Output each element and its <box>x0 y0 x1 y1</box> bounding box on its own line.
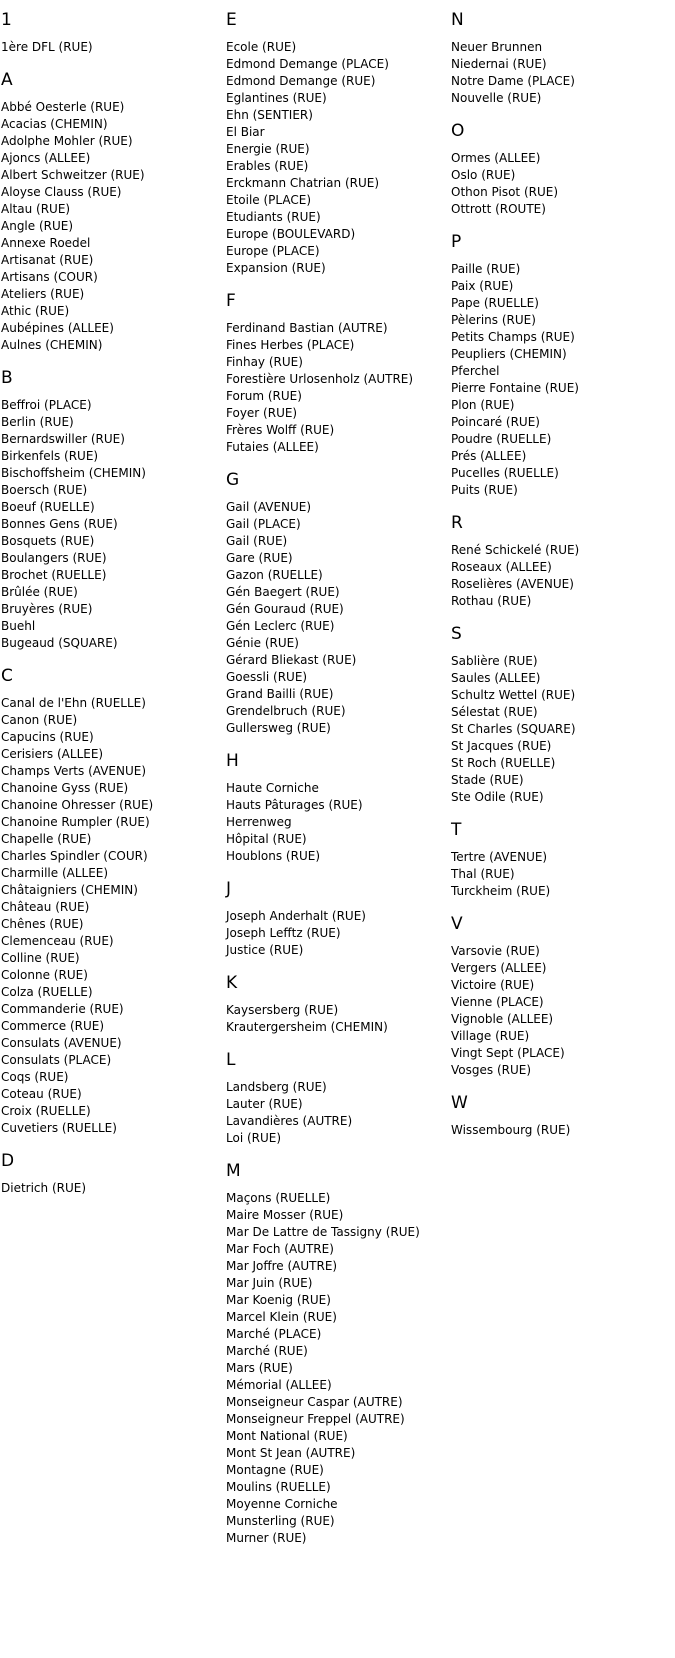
street-link[interactable]: Nouvelle (RUE) <box>451 91 542 105</box>
street-list <box>226 1002 451 1036</box>
street-link[interactable]: Maire Mosser (RUE) <box>226 1208 344 1222</box>
street-link[interactable]: Coteau (RUE) <box>1 1087 82 1101</box>
street-link[interactable]: Roselières (AVENUE) <box>451 577 574 591</box>
letter-group <box>451 1092 675 1139</box>
letter-group <box>226 469 451 737</box>
street-link[interactable]: Brûlée (RUE) <box>1 585 78 599</box>
street-link[interactable]: Gérard Bliekast (RUE) <box>226 653 357 667</box>
street-list <box>226 39 451 277</box>
street-link[interactable]: Abbé Oesterle (RUE) <box>1 100 125 114</box>
street-index-column-2 <box>226 0 451 1547</box>
street-link[interactable]: Ottrott (ROUTE) <box>451 202 546 216</box>
letter-heading: K <box>226 973 238 993</box>
letter-heading: D <box>1 1151 15 1171</box>
street-link[interactable]: Pape (RUELLE) <box>451 296 539 310</box>
street-link[interactable]: Niedernai (RUE) <box>451 57 547 71</box>
street-link[interactable]: Schultz Wettel (RUE) <box>451 688 576 702</box>
street-link[interactable]: Bosquets (RUE) <box>1 534 95 548</box>
street-link[interactable]: Ajoncs (ALLEE) <box>1 151 91 165</box>
street-list <box>1 397 226 652</box>
street-link[interactable]: Vignoble (ALLEE) <box>451 1012 554 1026</box>
street-link[interactable]: Futaies (ALLEE) <box>226 440 319 454</box>
street-link[interactable]: Monseigneur Freppel (AUTRE) <box>226 1412 405 1426</box>
street-link[interactable]: Village (RUE) <box>451 1029 530 1043</box>
street-link[interactable]: Marcel Klein (RUE) <box>226 1310 337 1324</box>
street-link[interactable]: Colonne (RUE) <box>1 968 88 982</box>
letter-group <box>451 819 675 900</box>
letter-heading: R <box>451 513 463 533</box>
street-link[interactable]: Colline (RUE) <box>1 951 80 965</box>
street-link[interactable]: Gén Gouraud (RUE) <box>226 602 344 616</box>
street-link[interactable]: Landsberg (RUE) <box>226 1080 327 1094</box>
street-link[interactable]: Turckheim (RUE) <box>451 884 551 898</box>
street-link[interactable]: Expansion (RUE) <box>226 261 326 275</box>
street-link[interactable]: Poincaré (RUE) <box>451 415 540 429</box>
street-index-column-3 <box>451 0 675 1139</box>
street-link[interactable]: Châtaigniers (CHEMIN) <box>1 883 138 897</box>
street-link[interactable]: Cerisiers (ALLEE) <box>1 747 104 761</box>
street-link[interactable]: Commerce (RUE) <box>1 1019 105 1033</box>
street-link[interactable]: Bischoffsheim (CHEMIN) <box>1 466 146 480</box>
street-link[interactable]: Maçons (RUELLE) <box>226 1191 331 1205</box>
street-link[interactable]: Mar Juin (RUE) <box>226 1276 313 1290</box>
street-link[interactable]: Vienne (PLACE) <box>451 995 544 1009</box>
street-list <box>226 320 451 456</box>
letter-heading: M <box>226 1161 241 1181</box>
street-link[interactable]: Chanoine Gyss (RUE) <box>1 781 129 795</box>
street-link[interactable]: Génie (RUE) <box>226 636 299 650</box>
street-link[interactable]: El Biar <box>226 125 265 139</box>
street-link[interactable]: Albert Schweitzer (RUE) <box>1 168 145 182</box>
letter-group <box>451 913 675 1079</box>
street-link[interactable]: Cuvetiers (RUELLE) <box>1 1121 117 1135</box>
letter-heading: W <box>451 1093 468 1113</box>
street-link[interactable]: Gail (AVENUE) <box>226 500 312 514</box>
street-link[interactable]: Finhay (RUE) <box>226 355 303 369</box>
street-link[interactable]: Frères Wolff (RUE) <box>226 423 335 437</box>
street-link[interactable]: Wissembourg (RUE) <box>451 1123 571 1137</box>
letter-group <box>226 750 451 865</box>
street-link[interactable]: Vergers (ALLEE) <box>451 961 547 975</box>
letter-heading: F <box>226 291 236 311</box>
street-link[interactable]: Consulats (AVENUE) <box>1 1036 122 1050</box>
street-link[interactable]: Bruyères (RUE) <box>1 602 93 616</box>
street-link[interactable]: Mars (RUE) <box>226 1361 293 1375</box>
letter-heading: T <box>451 820 462 840</box>
street-link[interactable]: Dietrich (RUE) <box>1 1181 87 1195</box>
street-link[interactable]: Munsterling (RUE) <box>226 1514 335 1528</box>
street-link[interactable]: Ste Odile (RUE) <box>451 790 544 804</box>
street-link[interactable]: Beffroi (PLACE) <box>1 398 92 412</box>
street-link[interactable]: Aubépines (ALLEE) <box>1 321 114 335</box>
street-link[interactable]: René Schickelé (RUE) <box>451 543 580 557</box>
street-link[interactable]: Boersch (RUE) <box>1 483 88 497</box>
street-link[interactable]: Thal (RUE) <box>451 867 515 881</box>
letter-heading: E <box>226 10 237 30</box>
street-link[interactable]: Gazon (RUELLE) <box>226 568 323 582</box>
street-list <box>226 1079 451 1147</box>
street-link[interactable]: Artisanat (RUE) <box>1 253 94 267</box>
street-link[interactable]: Moulins (RUELLE) <box>226 1480 331 1494</box>
street-link[interactable]: Chênes (RUE) <box>1 917 84 931</box>
street-list <box>451 150 675 218</box>
street-link[interactable]: Mont National (RUE) <box>226 1429 348 1443</box>
letter-group <box>451 231 675 499</box>
street-link[interactable]: Edmond Demange (RUE) <box>226 74 376 88</box>
street-link[interactable]: Joseph Anderhalt (RUE) <box>226 909 366 923</box>
street-link[interactable]: Tertre (AVENUE) <box>451 850 548 864</box>
street-link[interactable]: Rothau (RUE) <box>451 594 532 608</box>
street-link[interactable]: Hôpital (RUE) <box>226 832 307 846</box>
letter-group <box>226 290 451 456</box>
letter-heading: B <box>1 368 13 388</box>
letter-heading: G <box>226 470 240 490</box>
street-link[interactable]: Aulnes (CHEMIN) <box>1 338 103 352</box>
street-link[interactable]: Puits (RUE) <box>451 483 518 497</box>
street-link[interactable]: Pèlerins (RUE) <box>451 313 536 327</box>
street-link[interactable]: Joseph Lefftz (RUE) <box>226 926 341 940</box>
letter-group <box>226 972 451 1036</box>
street-link[interactable]: Edmond Demange (PLACE) <box>226 57 389 71</box>
street-link[interactable]: Vosges (RUE) <box>451 1063 532 1077</box>
street-link[interactable]: Gail (PLACE) <box>226 517 301 531</box>
street-link[interactable]: Chanoine Rumpler (RUE) <box>1 815 150 829</box>
street-link[interactable]: Goessli (RUE) <box>226 670 308 684</box>
letter-group <box>226 1160 451 1547</box>
street-link[interactable]: Victoire (RUE) <box>451 978 535 992</box>
street-link[interactable]: Angle (RUE) <box>1 219 74 233</box>
street-link[interactable]: Mont St Jean (AUTRE) <box>226 1446 356 1460</box>
letter-heading: H <box>226 751 239 771</box>
street-link[interactable]: Altau (RUE) <box>1 202 71 216</box>
street-link[interactable]: Annexe Roedel <box>1 236 91 250</box>
street-link[interactable]: Stade (RUE) <box>451 773 524 787</box>
street-link[interactable]: Pucelles (RUELLE) <box>451 466 559 480</box>
street-link[interactable]: Foyer (RUE) <box>226 406 298 420</box>
street-list <box>1 1180 226 1197</box>
street-link[interactable]: Sélestat (RUE) <box>451 705 538 719</box>
street-list <box>226 780 451 865</box>
street-link[interactable]: Saules (ALLEE) <box>451 671 541 685</box>
street-link[interactable]: Buehl <box>1 619 36 633</box>
street-link[interactable]: Gail (RUE) <box>226 534 288 548</box>
street-link[interactable]: Houblons (RUE) <box>226 849 321 863</box>
street-link[interactable]: Boulangers (RUE) <box>1 551 107 565</box>
street-link[interactable]: Poudre (RUELLE) <box>451 432 552 446</box>
letter-group <box>1 367 226 652</box>
street-list <box>451 261 675 499</box>
street-link[interactable]: Montagne (RUE) <box>226 1463 324 1477</box>
street-list <box>451 39 675 107</box>
letter-group <box>451 9 675 107</box>
street-link[interactable]: St Roch (RUELLE) <box>451 756 556 770</box>
letter-group <box>451 623 675 806</box>
street-link[interactable]: Brochet (RUELLE) <box>1 568 107 582</box>
street-link[interactable]: Forestière Urlosenholz (AUTRE) <box>226 372 414 386</box>
street-link[interactable]: Ateliers (RUE) <box>1 287 85 301</box>
street-link[interactable]: Canal de l'Ehn (RUELLE) <box>1 696 146 710</box>
street-link[interactable]: Aloyse Clauss (RUE) <box>1 185 122 199</box>
street-link[interactable]: Chapelle (RUE) <box>1 832 92 846</box>
letter-heading: S <box>451 624 462 644</box>
street-link[interactable]: Sablière (RUE) <box>451 654 538 668</box>
letter-heading: N <box>451 10 464 30</box>
letter-group <box>226 878 451 959</box>
street-link[interactable]: Vingt Sept (PLACE) <box>451 1046 565 1060</box>
street-link[interactable]: Chanoine Ohresser (RUE) <box>1 798 154 812</box>
street-link[interactable]: Grand Bailli (RUE) <box>226 687 334 701</box>
street-link[interactable]: Etudiants (RUE) <box>226 210 321 224</box>
street-link[interactable]: Ormes (ALLEE) <box>451 151 541 165</box>
street-link[interactable]: Capucins (RUE) <box>1 730 94 744</box>
street-link[interactable]: Moyenne Corniche <box>226 1497 338 1511</box>
street-link[interactable]: Paille (RUE) <box>451 262 521 276</box>
street-link[interactable]: Canon (RUE) <box>1 713 78 727</box>
street-list <box>1 695 226 1137</box>
street-link[interactable]: Plon (RUE) <box>451 398 515 412</box>
street-link[interactable]: Paix (RUE) <box>451 279 514 293</box>
street-link[interactable]: Gullersweg (RUE) <box>226 721 331 735</box>
street-link[interactable]: Birkenfels (RUE) <box>1 449 99 463</box>
street-link[interactable]: Hauts Pâturages (RUE) <box>226 798 363 812</box>
letter-group <box>1 665 226 1137</box>
street-link[interactable]: Gén Leclerc (RUE) <box>226 619 335 633</box>
street-link[interactable]: Pierre Fontaine (RUE) <box>451 381 579 395</box>
street-link[interactable]: Ehn (SENTIER) <box>226 108 313 122</box>
street-link[interactable]: 1ère DFL (RUE) <box>1 40 93 54</box>
street-link[interactable]: Murner (RUE) <box>226 1531 307 1545</box>
street-link[interactable]: Bonnes Gens (RUE) <box>1 517 118 531</box>
street-link[interactable]: Ecole (RUE) <box>226 40 297 54</box>
street-list <box>226 1190 451 1547</box>
street-link[interactable]: Commanderie (RUE) <box>1 1002 124 1016</box>
street-link[interactable]: Lavandières (AUTRE) <box>226 1114 353 1128</box>
street-link[interactable]: Marché (PLACE) <box>226 1327 322 1341</box>
street-link[interactable]: Gare (RUE) <box>226 551 293 565</box>
street-list <box>1 39 226 56</box>
street-list <box>1 99 226 354</box>
street-list <box>226 499 451 737</box>
letter-heading: P <box>451 232 462 252</box>
street-link[interactable]: Croix (RUELLE) <box>1 1104 91 1118</box>
street-link[interactable]: Athic (RUE) <box>1 304 70 318</box>
street-link[interactable]: Fines Herbes (PLACE) <box>226 338 355 352</box>
street-link[interactable]: Charles Spindler (COUR) <box>1 849 148 863</box>
street-link[interactable]: St Jacques (RUE) <box>451 739 552 753</box>
street-link[interactable]: St Charles (SQUARE) <box>451 722 576 736</box>
street-link[interactable]: Mar De Lattre de Tassigny (RUE) <box>226 1225 420 1239</box>
street-link[interactable]: Berlin (RUE) <box>1 415 74 429</box>
street-list <box>226 908 451 959</box>
letter-group <box>451 120 675 218</box>
letter-heading: 1 <box>1 10 12 30</box>
street-link[interactable]: Eglantines (RUE) <box>226 91 327 105</box>
letter-heading: A <box>1 70 13 90</box>
street-link[interactable]: Forum (RUE) <box>226 389 302 403</box>
letter-heading: V <box>451 914 463 934</box>
street-link[interactable]: Krautergersheim (CHEMIN) <box>226 1020 388 1034</box>
street-link[interactable]: Colza (RUELLE) <box>1 985 93 999</box>
letter-heading: O <box>451 121 465 141</box>
street-list <box>451 542 675 610</box>
street-list <box>451 849 675 900</box>
street-link[interactable]: Mar Joffre (AUTRE) <box>226 1259 338 1273</box>
street-link[interactable]: Bugeaud (SQUARE) <box>1 636 118 650</box>
letter-heading: J <box>226 879 232 899</box>
street-link[interactable]: Europe (BOULEVARD) <box>226 227 356 241</box>
street-link[interactable]: Coqs (RUE) <box>1 1070 69 1084</box>
street-link[interactable]: Mar Foch (AUTRE) <box>226 1242 334 1256</box>
street-list <box>451 943 675 1079</box>
street-index-column-1 <box>1 0 226 1197</box>
letter-group <box>226 9 451 277</box>
street-link[interactable]: Notre Dame (PLACE) <box>451 74 575 88</box>
street-link[interactable]: Adolphe Mohler (RUE) <box>1 134 133 148</box>
street-link[interactable]: Neuer Brunnen <box>451 40 543 54</box>
street-link[interactable]: Erckmann Chatrian (RUE) <box>226 176 380 190</box>
street-link[interactable]: Charmille (ALLEE) <box>1 866 109 880</box>
street-link[interactable]: Peupliers (CHEMIN) <box>451 347 567 361</box>
street-link[interactable]: Loi (RUE) <box>226 1131 282 1145</box>
street-link[interactable]: Artisans (COUR) <box>1 270 98 284</box>
street-link[interactable]: Prés (ALLEE) <box>451 449 527 463</box>
street-link[interactable]: Kaysersberg (RUE) <box>226 1003 339 1017</box>
street-link[interactable]: Gén Baegert (RUE) <box>226 585 340 599</box>
street-link[interactable]: Champs Verts (AVENUE) <box>1 764 147 778</box>
street-link[interactable]: Mar Koenig (RUE) <box>226 1293 331 1307</box>
street-link[interactable]: Monseigneur Caspar (AUTRE) <box>226 1395 403 1409</box>
letter-group <box>1 1150 226 1197</box>
letter-group <box>1 9 226 56</box>
street-link[interactable]: Erables (RUE) <box>226 159 309 173</box>
street-link[interactable]: Oslo (RUE) <box>451 168 516 182</box>
street-list <box>451 1122 675 1139</box>
street-link[interactable]: Ferdinand Bastian (AUTRE) <box>226 321 388 335</box>
street-link[interactable]: Consulats (PLACE) <box>1 1053 112 1067</box>
letter-heading: L <box>226 1050 236 1070</box>
street-link[interactable]: Justice (RUE) <box>226 943 304 957</box>
street-link[interactable]: Bernardswiller (RUE) <box>1 432 125 446</box>
street-link[interactable]: Europe (PLACE) <box>226 244 320 258</box>
letter-group <box>1 69 226 354</box>
street-list <box>451 653 675 806</box>
street-link[interactable]: Varsovie (RUE) <box>451 944 540 958</box>
street-link[interactable]: Clemenceau (RUE) <box>1 934 114 948</box>
street-link[interactable]: Acacias (CHEMIN) <box>1 117 108 131</box>
street-link[interactable]: Boeuf (RUELLE) <box>1 500 95 514</box>
letter-heading: C <box>1 666 13 686</box>
street-link[interactable]: Petits Champs (RUE) <box>451 330 575 344</box>
street-link[interactable]: Herrenweg <box>226 815 292 829</box>
street-link[interactable]: Mémorial (ALLEE) <box>226 1378 332 1392</box>
street-link[interactable]: Lauter (RUE) <box>226 1097 303 1111</box>
street-link[interactable]: Château (RUE) <box>1 900 90 914</box>
street-link[interactable]: Haute Corniche <box>226 781 319 795</box>
street-link[interactable]: Othon Pisot (RUE) <box>451 185 559 199</box>
street-link[interactable]: Marché (RUE) <box>226 1344 308 1358</box>
street-link[interactable]: Grendelbruch (RUE) <box>226 704 346 718</box>
street-link[interactable]: Energie (RUE) <box>226 142 310 156</box>
letter-group <box>226 1049 451 1147</box>
street-link[interactable]: Roseaux (ALLEE) <box>451 560 552 574</box>
street-link[interactable]: Etoile (PLACE) <box>226 193 312 207</box>
street-link[interactable]: Pferchel <box>451 364 500 378</box>
letter-group <box>451 512 675 610</box>
